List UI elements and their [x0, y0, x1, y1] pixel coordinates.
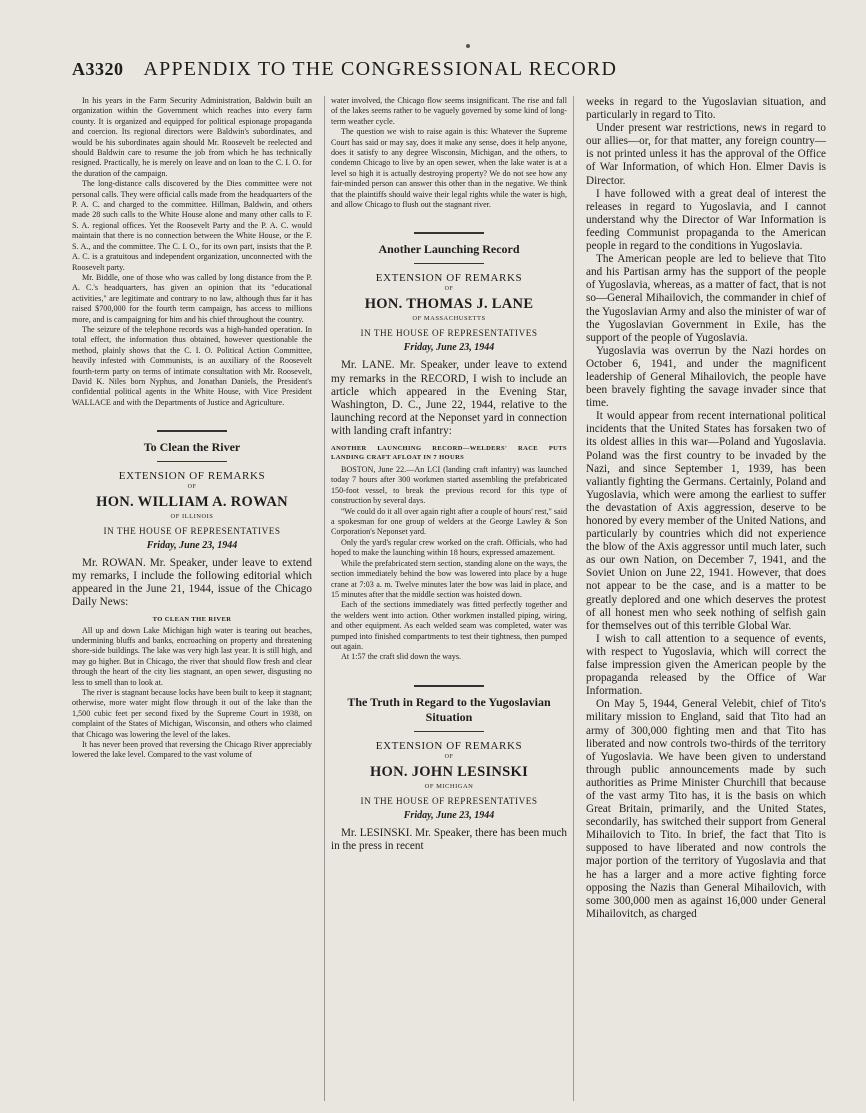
paragraph: All up and down Lake Michigan high water is tearing out beaches, undermining bluffs and banks, encroaching on property and threatening shore-side buildings. The lake was very high last year. It is still high, and may go higher. But in Chicago, the river that should flow fresh and clear through the heart of the city lies stagnant, an open sewer, disgusting no less to smell than to look at. — [72, 625, 312, 687]
paragraph: It would appear from recent international political incidents that the United States has forsaken two of its oldest allies in this war—Poland and Yugoslavia. Poland was the first country to be invaded by the Nazi, and since September 1, 1939, has been valiantly fighting the Germans. Certainly, Poland and Yugoslavia, which were among the earliest to suffer the devastation of Axis aggression, deserve to be honored by every member of the United Nations, and particularly by countries which did not experience the blow of the Axis aggressor until much later, such as our own Nation, on December 7, 1941, and the Soviet Union on June 22, 1941. However, that does not appear to be the case, and is a matter to be greatly deplored and one which deserves the protest of all honest men who seek nothing of selfish gain for themselves out of this terrible Global War. — [586, 410, 827, 632]
section-divider — [414, 731, 484, 732]
section-divider — [157, 461, 227, 462]
intro-paragraph: Mr. ROWAN. Mr. Speaker, under leave to extend my remarks, I include the following editorial which appeared in the June 21, 1944, issue of the Chicago Daily News: — [72, 557, 312, 609]
member-name: HON. THOMAS J. LANE — [364, 296, 534, 313]
article-subhead: TO CLEAN THE RIVER — [152, 615, 232, 623]
columns — [72, 96, 826, 1101]
paragraph: water involved, the Chicago flow seems insignificant. The rise and fall of the lakes seems rather to be vaguely governed by some kind of long-term weather cycle. — [330, 96, 568, 126]
section-divider — [157, 430, 227, 432]
intro-paragraph: Mr. LANE. Mr. Speaker, under leave to extend my remarks in the RECORD, I wish to include an article which appeared in the Evening Star, Washington, D. C., June 22, 1944, relative to the launching record at the Neponset yard in connection with landing craft infantry: — [330, 359, 568, 437]
page-number: A3320 — [72, 59, 124, 79]
paragraph: Each of the sections immediately was fitted perfectly together and the welders went into action. Other workmen installed piping, wiring, and other equipment. As each welded seam was completed, water was pumped into finished compartments to test their tightness, then pumped out again. — [330, 600, 568, 651]
of-label: OF — [187, 484, 197, 491]
extension-heading: EXTENSION OF REMARKS — [118, 470, 266, 483]
house-label: IN THE HOUSE OF REPRESENTATIVES — [360, 795, 538, 806]
session-date: Friday, June 23, 1944 — [146, 540, 238, 552]
session-date: Friday, June 23, 1944 — [403, 809, 495, 821]
paragraph: While the prefabricated stern section, standing alone on the ways, the section immediately behind the bow was lowered into place by a huge crane at 7:03 a. m. Twelve minutes later the bow was laid in place, and 15 minutes after that the middle section was hoisted down. — [330, 558, 568, 599]
paragraph: I wish to call attention to a sequence of events, with respect to Yugoslavia, which will correct the false impression given the American people by the propaganda released by the Office of War Information. — [586, 632, 827, 698]
paragraph: The river is stagnant because locks have been built to keep it stagnant; otherwise, more water might flow through it out of the lake than the 1,500 cubic feet per second fixed by the Supreme Court in 1938, on complaint of the States of Michigan, Wisconsin, and others who claimed that Chicago was lowering the level of the lakes. — [72, 688, 312, 739]
paragraph: I have followed with a great deal of interest the releases in regard to Yugoslavia, and I cannot understand why the Director of War Information is feeding Communist propaganda to the American people in regard to the conditions in Yugoslavia. — [586, 187, 827, 253]
paragraph: The American people are led to believe that Tito and his Partisan army has the support of the people of Yugoslavia, whereas, as a matter of fact, that is not so—General Mihailovich, the commander in chief of the Yugoslavian Army and also the minister of war of the Yugoslavian Government in Exile, has the support of the people of Yugoslavia. — [586, 253, 827, 344]
paragraph: The seizure of the telephone records was a high-handed operation. In total effect, the information thus obtained, however questionable the method, plainly shows that the C. I. O. Political Action Committee, heavily infested with Communists, is an auxiliary of the Roosevelt fourth-term party on terms of intimate consultation with Mr. Roosevelt, David K. Niles born Nyphus, and Jonathan Daniels, the President's confidential political agents in the White House, with Vice President WALLACE and with the Departments of Justice and Agriculture. — [72, 324, 312, 407]
section-title: Another Launching Record — [378, 242, 520, 257]
member-name: HON. WILLIAM A. ROWAN — [96, 494, 288, 511]
page-header — [72, 58, 826, 94]
member-state: OF MICHIGAN — [424, 782, 474, 790]
house-label: IN THE HOUSE OF REPRESENTATIVES — [360, 328, 538, 339]
page-title: APPENDIX TO THE CONGRESSIONAL RECORD — [143, 58, 618, 80]
paragraph: Under present war restrictions, news in regard to our allies—or, for that matter, any foreign country—is not printed unless it has the approval of the Office of War Information, of which Hon. Elmer Davis is Director. — [586, 122, 827, 187]
paragraph: The long-distance calls discovered by the Dies committee were not personal calls. They were official calls made from the headquarters of the P. A. C. and charged to the committee. Hillman, Baldwin, and others made 28 such calls to the White House alone and many other calls to F. S. A. regional offices. Yet the Roosevelt Party and the P. A. C. would maintain that there is no connection between the White House, or the F. S. A., and the committee. The C. I. O., for its own part, insists that the P. A. C. is a gratuitous and independent organization, unconnected with the Roosevelt party. — [72, 179, 312, 272]
session-date: Friday, June 23, 1944 — [403, 342, 495, 354]
member-state: OF MASSACHUSETTS — [412, 315, 486, 323]
of-label: OF — [444, 753, 454, 760]
intro-paragraph: Mr. LESINSKI. Mr. Speaker, there has been much in the press in recent — [330, 826, 568, 852]
paragraph: Yugoslavia was overrun by the Nazi hordes on October 6, 1941, and under the magnificent leadership of General Mihailovich, the people have been bravely fighting the savage invader since that time. — [586, 344, 827, 410]
section-divider — [414, 232, 484, 234]
member-state: OF ILLINOIS — [170, 513, 214, 521]
article-subhead: ANOTHER LAUNCHING RECORD—WELDERS' RACE PUTS LANDING CRAFT AFLOAT IN 7 HOURS — [330, 445, 568, 462]
paragraph: BOSTON, June 22.—An LCI (landing craft infantry) was launched today 7 hours after 300 workmen started assembling the prefabricated 150-foot vessel, to break the previous record for this type of construction by several days. — [330, 465, 568, 506]
section-title: The Truth in Regard to the Yugoslavian Situation — [347, 694, 551, 724]
column-left — [72, 96, 312, 1101]
paragraph: On May 5, 1944, General Velebit, chief of Tito's military mission to England, said that Tito had an army of 300,000 fighting men and that Tito has liberated and now controls two-thirds of the territory of Yugoslavia. We have been given to understand through public announcements made by such authorities as Prime Minister Churchill that because of the vast army Tito has, it is the basis on which Great Britain, primarily, and the United States, secondarily, has switched their support from General Mihailovich to Tito. In brief, the fact that Tito is supposed to have liberated and now controls the major portion of the territory of Yugoslavia and that he has a larger and a more active fighting force opposing the Nazis than General Mihailovich, with some 300,000 men as against 16,000 under General Mihailovitch, as charged — [586, 698, 827, 920]
section-divider — [414, 685, 484, 687]
of-label: OF — [444, 286, 454, 293]
paragraph: weeks in regard to the Yugoslavian situation, and particularly in regard to Tito. — [586, 96, 827, 122]
paragraph: Only the yard's regular crew worked on the craft. Officials, who had hoped to make the launching within 18 hours, expressed amazement. — [330, 537, 568, 558]
extension-heading: EXTENSION OF REMARKS — [375, 272, 523, 285]
paragraph: The question we wish to raise again is this: Whatever the Supreme Court has said or may say, does it make any sense, does it help anyone, does it satisfy to any degree Wisconsin, Michigan, and the others, to condemn Chicago to live by an open sewer, when the lake water is at a level so high it is actually destroying property? We do not see how any fair-minded person can answer this other than in the negative. We think that the plaintiffs should waive their legal rights while the water is high, and allow Chicago to flush out the stagnant river. — [330, 127, 568, 210]
paragraph: In his years in the Farm Security Administration, Baldwin built an organization within the Government which reaches into every farm county. It is organized and equipped for political espionage propaganda and coercion. Its regional directors were Baldwin's subordinates, and would be his subordinates again should Mr. Roosevelt be reelected and should Baldwin care to resume the job from which he has technically resigned. Practically, he is merely on leave and on loan to the C. I. O. for the duration of the campaign. — [72, 96, 312, 178]
paragraph: Mr. Biddle, one of those who was called by long distance from the P. A. C.'s headquarters, has given an opinion that its "educational activities," are legitimate and contrary to no law, although thus far it has raised $700,000 for the fourth term campaign, has access to millions more, and is campaigning for him and his chief throughout the country. — [72, 272, 312, 324]
paragraph: At 1:57 the craft slid down the ways. — [340, 652, 462, 662]
section-title: To Clean the River — [143, 440, 241, 455]
house-label: IN THE HOUSE OF REPRESENTATIVES — [103, 526, 281, 537]
column-right — [586, 96, 826, 1101]
extension-heading: EXTENSION OF REMARKS — [375, 739, 523, 752]
section-divider — [414, 263, 484, 264]
column-middle — [324, 96, 574, 1101]
member-name: HON. JOHN LESINSKI — [369, 763, 529, 780]
paragraph: "We could do it all over again right after a couple of hours' rest," said a spokesman for one group of welders at the George Lawley & Son Corporation's Neponset yard. — [330, 506, 568, 537]
paragraph: It has never been proved that reversing the Chicago River appreciably lowered the lake level. Compared to the vast volume of — [72, 740, 312, 760]
print-mark — [466, 44, 470, 48]
